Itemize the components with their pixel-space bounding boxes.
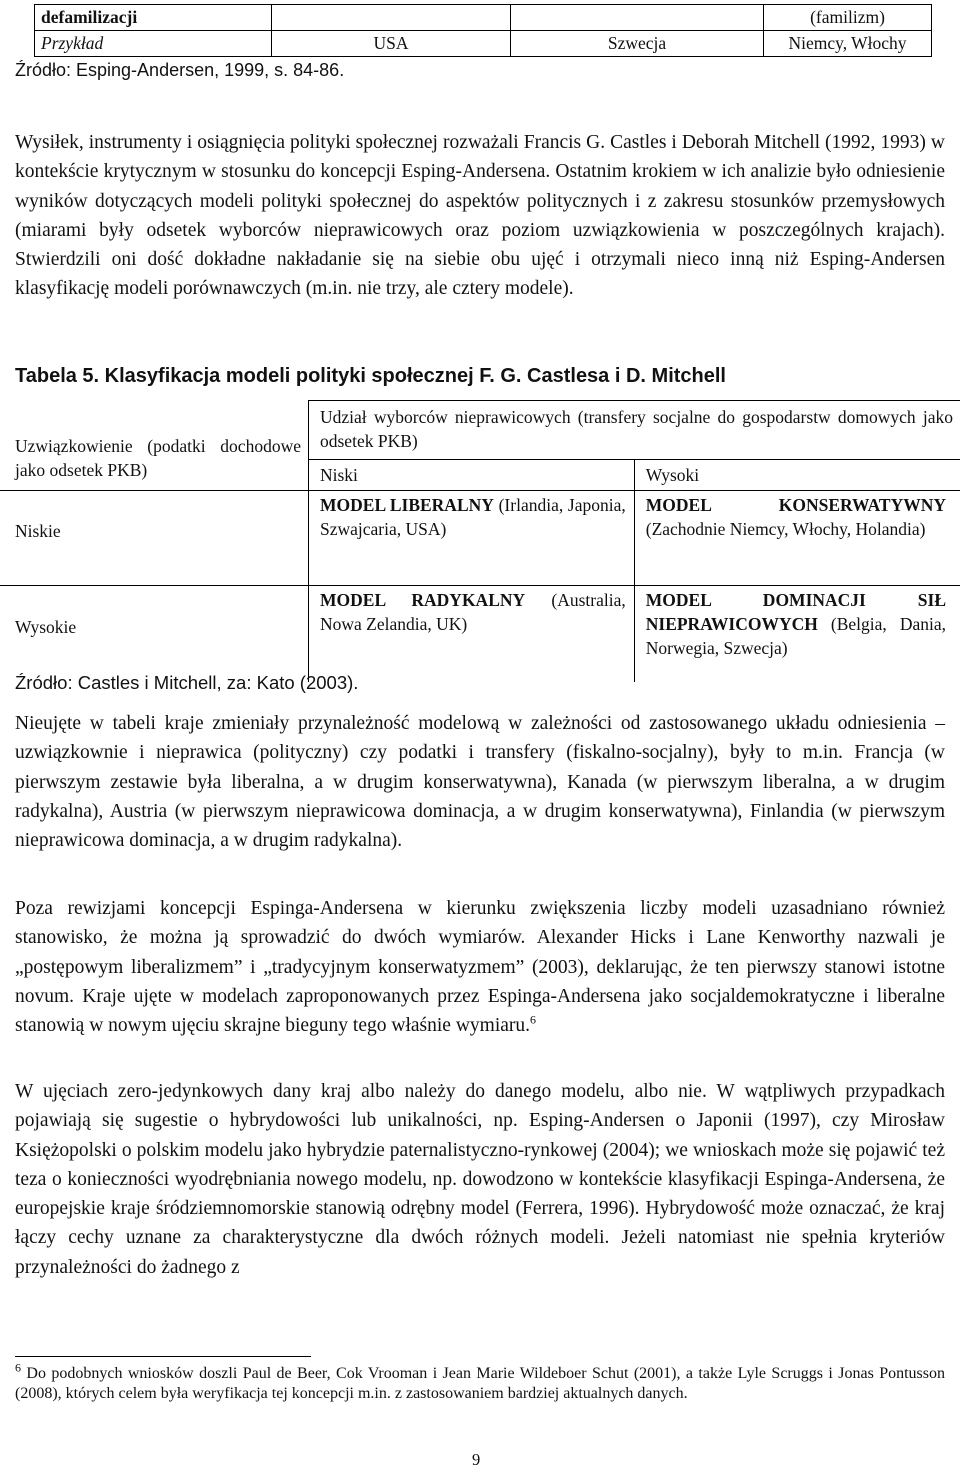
table-row xyxy=(35,31,932,57)
table-row xyxy=(0,401,960,460)
page-number: 9 xyxy=(472,1450,481,1469)
column-header-text: Udział wyborców nieprawicowych (transfery socjalne do gospodarstw domowych jako odsetek PKB) xyxy=(320,407,953,451)
paragraph-zero-one: W ujęciach zero-jedynkowych dany kraj albo należy do danego modelu, albo nie. W wątpliwych przypadkach pojawiają się sugestie o hybrydowości lub unikalności, np. Esping-Andersen o Japonii (1997), czy Mirosław Księżopolski o polskim modelu jako hybrydzie paternalistyczno-rynkowej (2004); we wnioskach może się pojawić też teza o konieczności wyodrębniania nowego modelu, np. dowodzono w kontekście klasyfikacji Espinga-Andersena, że europejskie kraje śródziemnomorskie stanowią odrębny model (Ferrera, 1996). Hybrydowość może oznaczać, że kraj łączy cechy uznane za charakterystyczne dla dwóch różnych modeli. Jeżeli natomiast nie spełnia kryteriów przynależności do żadnego z xyxy=(15,1081,945,1278)
model-name-radical: MODEL RADYKALNY xyxy=(320,590,526,610)
footnote-ref[interactable]: 6 xyxy=(530,1012,537,1027)
table-cell-niemcy: Niemcy, Włochy xyxy=(764,31,932,57)
model-name-liberal: MODEL LIBERALNY xyxy=(320,495,494,515)
footnote-6 xyxy=(15,1360,945,1404)
row-header-cell xyxy=(0,401,309,491)
classification-table xyxy=(0,400,960,682)
column-high: Wysoki xyxy=(634,460,960,491)
model-name-conservative: MODEL KONSERWATYWNY xyxy=(645,495,946,515)
table-cell-familizm: (familizm) xyxy=(764,5,932,31)
model-name-dominance: MODEL DOMINACJI SIŁ NIEPRAWICOWYCH xyxy=(645,590,946,634)
row-label-przyklad: Przykład xyxy=(35,31,272,57)
row-low-label: Niskie xyxy=(0,491,309,586)
paragraph-unlisted-countries: Nieujęte w tabeli kraje zmieniały przynależność modelową w zależności od zastosowanego układu odniesienia – uzwiązkownie i nieprawica (polityczny) czy podatki i transfery (fiskalno-socjalny), były to m.in. Francja (w pierwszym zestawie była liberalna, a w drugim konserwatywna), Kanada (w pierwszym liberalna, a w drugim radykalna), Austria (w pierwszym nieprawicowa dominacja, a w drugim konserwatywna), Finlandia (w pierwszym nieprawicowa dominacja, a w drugim radykalna). xyxy=(15,713,945,852)
model-countries-conservative: (Zachodnie Niemcy, Włochy, Holandia) xyxy=(645,519,926,539)
column-header-top xyxy=(309,401,960,460)
paragraph-text: Poza rewizjami koncepcji Espinga-Andersena w kierunku zwiększenia liczby modeli uzasadniano również stanowisko, że można ją sprowadzić do dwóch wymiarów. Alexander Hicks i Lane Kenworthy nazwali je „postępowym liberalizmem” i „tradycyjnym konserwatyzmem” (2003), deklarując, że ten pierwszy stanowi istotne novum. Kraje ujęte w modelach zaproponowanych przez Espinga-Andersena jako socjaldemokratyczne i liberalne stanowią w nowym ujęciu skrajne bieguny tego właśnie wymiaru. xyxy=(15,898,945,1037)
row-label-defamilizacji: defamilizacji xyxy=(35,5,272,31)
model-countries-radical: (Australia, Nowa Zelandia, UK) xyxy=(320,590,626,634)
footnote-separator xyxy=(15,1356,311,1357)
model-countries-liberal: (Irlandia, Japonia, Szwajcaria, USA) xyxy=(320,495,626,539)
table-cell-szwecja: Szwecja xyxy=(511,31,764,57)
table-cell xyxy=(272,5,511,31)
source-note-1: Źródło: Esping-Andersen, 1999, s. 84-86. xyxy=(15,60,345,80)
table-cell xyxy=(511,5,764,31)
cell-dominance-model xyxy=(634,586,960,683)
table-row xyxy=(0,586,960,683)
row-header-text: Uzwiązkowienie (podatki dochodowe jako odsetek PKB) xyxy=(15,436,301,480)
footnote-number: 6 xyxy=(15,1360,21,1375)
model-countries-dominance: (Belgia, Dania, Norwegia, Szwecja) xyxy=(645,614,946,658)
cell-conservative-model xyxy=(634,491,960,586)
source-note-2: Źródło: Castles i Mitchell, za: Kato (2003). xyxy=(15,672,359,693)
table-row xyxy=(35,5,932,31)
row-high-label: Wysokie xyxy=(0,586,309,683)
table-cell-usa: USA xyxy=(272,31,511,57)
paragraph-castles-mitchell: Wysiłek, instrumenty i osiągnięcia polityki społecznej rozważali Francis G. Castles i Deborah Mitchell (1992, 1993) w kontekście krytycznym w stosunku do koncepcji Esping-Andersena. Ostatnim krokiem w ich analizie było odniesienie wyników dotyczących modeli polityki społecznej do aspektów politycznych i z zakresu stosunków przemysłowych (miarami były odsetek wyborców nieprawicowych oraz poziom uzwiązkowienia w poszczególnych krajach). Stwierdzili oni dość dokładne nakładanie się na siebie obu ujęć i otrzymali nieco inną niż Esping-Andersen klasyfikację modeli porównawczych (m.in. nie trzy, ale cztery modele). xyxy=(15,132,945,300)
cell-radical-model xyxy=(309,586,635,683)
table-row xyxy=(0,491,960,586)
typology-table-fragment xyxy=(34,4,932,57)
paragraph-hicks-kenworthy xyxy=(15,894,945,1040)
footnote-text: Do podobnych wniosków doszli Paul de Beer, Cok Vrooman i Jean Marie Wildeboer Schut (2001), a także Lyle Scruggs i Jonas Pontusson (2008), których celem była weryfikacja tej koncepcji m.in. z zastosowaniem bardziej aktualnych danych. xyxy=(15,1365,945,1402)
table5-title: Tabela 5. Klasyfikacja modeli polityki społecznej F. G. Castlesa i D. Mitchell xyxy=(15,365,726,387)
cell-liberal-model xyxy=(309,491,635,586)
column-low: Niski xyxy=(309,460,635,491)
